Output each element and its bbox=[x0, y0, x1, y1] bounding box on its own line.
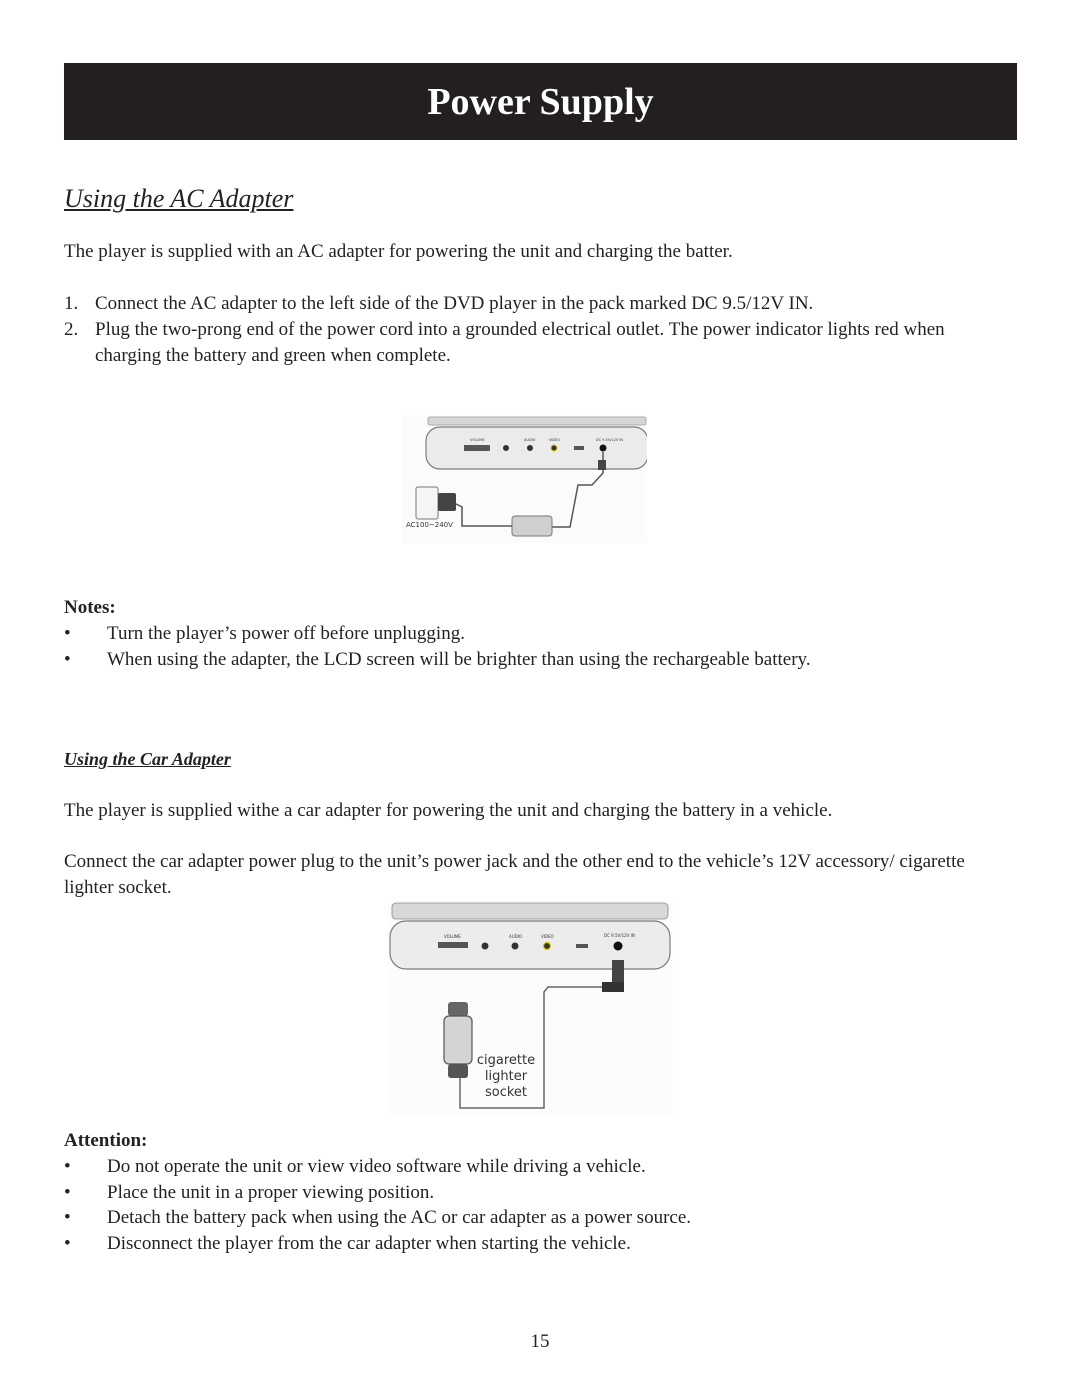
attention-item bbox=[64, 1180, 1014, 1206]
player-lid bbox=[392, 903, 668, 919]
switch bbox=[574, 446, 584, 450]
step-number: 2. bbox=[64, 319, 79, 340]
audio-jack bbox=[512, 943, 519, 950]
volume-slider bbox=[438, 942, 468, 948]
caption-line: lighter bbox=[484, 1069, 528, 1084]
video-jack bbox=[551, 445, 557, 451]
port-label: VOLUME bbox=[444, 934, 461, 939]
bullet: • bbox=[64, 648, 71, 670]
car-adapter-figure bbox=[388, 900, 673, 1115]
headphone-jack bbox=[503, 445, 509, 451]
car-plug-body bbox=[444, 1016, 472, 1064]
player-lid bbox=[428, 417, 646, 425]
attention-list bbox=[64, 1154, 1014, 1256]
attention-item bbox=[64, 1231, 1014, 1257]
attention-text: Do not operate the unit or view video software while driving a vehicle. bbox=[107, 1156, 646, 1177]
attention-label: Attention: bbox=[64, 1130, 148, 1151]
ac-adapter-figure bbox=[402, 415, 647, 543]
note-item bbox=[64, 621, 1014, 647]
port-label: VOLUME bbox=[470, 438, 485, 442]
headphone-jack bbox=[482, 943, 489, 950]
audio-jack bbox=[527, 445, 533, 451]
attention-text: Place the unit in a proper viewing position. bbox=[107, 1181, 435, 1203]
dc-plug bbox=[612, 960, 624, 984]
note-text: When using the adapter, the LCD screen will be brighter than using the rechargeable battery. bbox=[107, 648, 811, 670]
car-adapter-heading: Using the Car Adapter bbox=[64, 749, 231, 769]
attention-item bbox=[64, 1205, 1014, 1231]
voltage-label: AC100~240V bbox=[406, 521, 453, 529]
bullet: • bbox=[64, 1181, 71, 1203]
bullet: • bbox=[64, 1207, 71, 1228]
bullet: • bbox=[64, 1156, 71, 1177]
bullet: • bbox=[64, 1232, 71, 1254]
car-plug-base bbox=[448, 1064, 468, 1078]
port-label: VIDEO bbox=[549, 438, 561, 442]
port-label: VIDEO bbox=[541, 934, 554, 939]
port-label: DC 9.5V/12V IN bbox=[604, 933, 635, 938]
attention-item bbox=[64, 1154, 1014, 1180]
volume-slider bbox=[464, 445, 490, 451]
step-text: Connect the AC adapter to the left side of the DVD player in the pack marked DC 9.5/12V IN. bbox=[95, 293, 814, 314]
car-plug-tip bbox=[448, 1002, 468, 1016]
ac-adapter-brick bbox=[512, 516, 552, 536]
port-label: AUDIO bbox=[524, 438, 536, 442]
caption-line: socket bbox=[484, 1085, 528, 1100]
switch bbox=[576, 944, 588, 948]
ac-adapter-heading: Using the AC Adapter bbox=[64, 184, 294, 213]
step-text: Plug the two-prong end of the power cord into a grounded electrical outlet. The power indicator lights red when charging the battery and green when complete. bbox=[95, 319, 945, 366]
bullet: • bbox=[64, 623, 71, 644]
notes-label: Notes: bbox=[64, 597, 116, 618]
dc-in-jack bbox=[600, 445, 607, 452]
car-intro-text: The player is supplied withe a car adapter for powering the unit and charging the battery in a vehicle. bbox=[64, 800, 833, 821]
attention-text: Disconnect the player from the car adapter when starting the vehicle. bbox=[107, 1232, 631, 1254]
ac-step-1 bbox=[64, 291, 1014, 317]
ac-steps-list bbox=[64, 291, 1014, 369]
dc-plug bbox=[598, 460, 606, 470]
ac-intro-text: The player is supplied with an AC adapter for powering the unit and charging the batter. bbox=[64, 241, 733, 262]
caption-line: cigarette bbox=[476, 1053, 536, 1068]
step-number: 1. bbox=[64, 293, 79, 314]
port-label: AUDIO bbox=[509, 934, 523, 939]
wall-plug bbox=[438, 493, 456, 511]
dc-plug-elbow bbox=[602, 982, 624, 992]
port-label: DC 9.5V/12V IN bbox=[596, 438, 624, 442]
attention-text: Detach the battery pack when using the AC or car adapter as a power source. bbox=[107, 1207, 692, 1228]
car-instruction-text: Connect the car adapter power plug to the unit’s power jack and the other end to the vehicle’s 12V accessory/ cigarette lighter socket. bbox=[64, 851, 965, 898]
page-title: Power Supply bbox=[64, 63, 1017, 140]
note-text: Turn the player’s power off before unplugging. bbox=[107, 623, 465, 644]
notes-list bbox=[64, 621, 1014, 672]
player-body bbox=[426, 427, 647, 469]
wall-outlet bbox=[416, 487, 438, 519]
dc-in-jack bbox=[614, 942, 623, 951]
page-number: 15 bbox=[530, 1331, 550, 1352]
video-jack bbox=[544, 943, 551, 950]
note-item bbox=[64, 647, 1014, 673]
player-body bbox=[390, 921, 670, 969]
ac-step-2 bbox=[64, 317, 1014, 369]
